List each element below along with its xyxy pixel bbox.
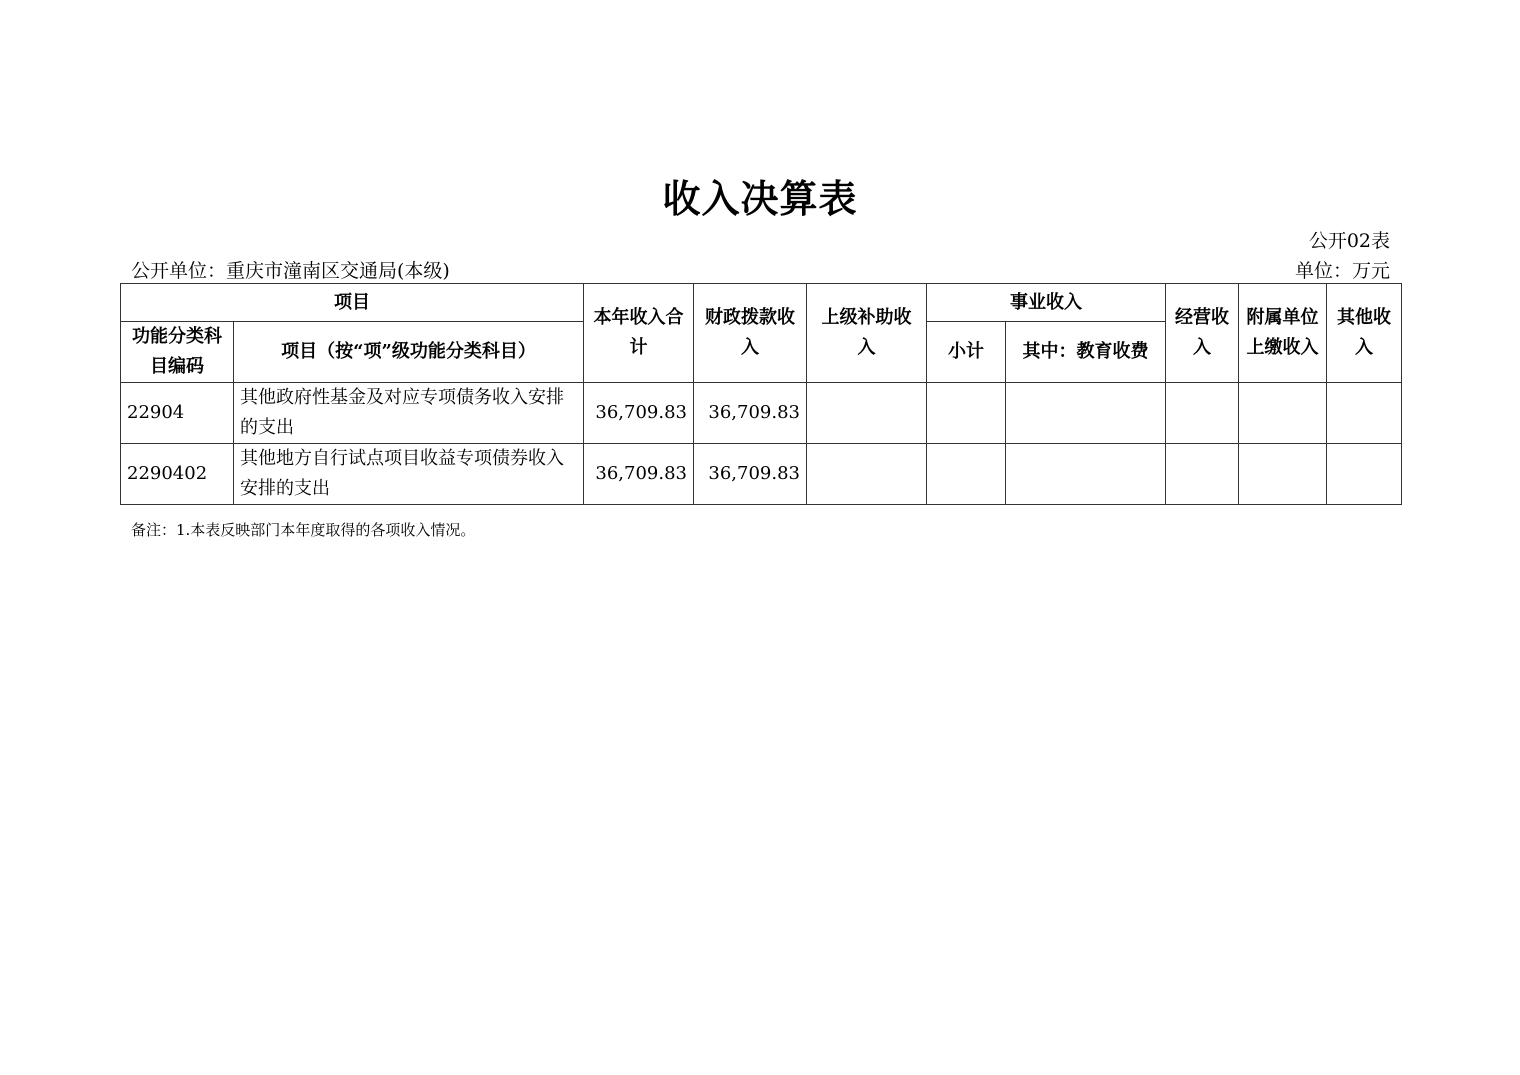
- cell-affiliated: [1239, 383, 1327, 444]
- currency-unit: 单位：万元: [1294, 260, 1390, 282]
- cell-operating: [1166, 383, 1239, 444]
- cell-total: 36,709.83: [584, 383, 694, 444]
- table-row: [121, 444, 1402, 505]
- header-total: 本年收入合计: [584, 284, 694, 383]
- cell-subtotal: [927, 383, 1006, 444]
- cell-operating: [1166, 444, 1239, 505]
- cell-code: 2290402: [121, 444, 234, 505]
- report-title: 收入决算表: [662, 176, 858, 221]
- cell-fiscal: 36,709.83: [694, 383, 807, 444]
- cell-superior: [807, 444, 927, 505]
- cell-total: 36,709.83: [584, 444, 694, 505]
- header-project: 项目: [121, 284, 584, 322]
- cell-education-fee: [1006, 383, 1166, 444]
- publisher-unit: 公开单位：重庆市潼南区交通局(本级): [131, 260, 450, 282]
- cell-code: 22904: [121, 383, 234, 444]
- cell-other: [1327, 444, 1402, 505]
- table-row: [121, 383, 1402, 444]
- cell-name: 其他政府性基金及对应专项债务收入安排的支出: [234, 383, 584, 444]
- header-subtotal: 小计: [927, 322, 1006, 383]
- header-operating: 经营收入: [1166, 284, 1239, 383]
- cell-subtotal: [927, 444, 1006, 505]
- header-row-1: [121, 284, 1402, 322]
- cell-fiscal: 36,709.83: [694, 444, 807, 505]
- header-code: 功能分类科目编码: [121, 322, 234, 383]
- cell-education-fee: [1006, 444, 1166, 505]
- table-number: 公开02表: [1308, 230, 1390, 252]
- cell-name: 其他地方自行试点项目收益专项债券收入安排的支出: [234, 444, 584, 505]
- cell-superior: [807, 383, 927, 444]
- footnote: 备注：1.本表反映部门本年度取得的各项收入情况。: [131, 521, 476, 539]
- header-item-name: 项目（按“项”级功能分类科目）: [234, 322, 584, 383]
- cell-other: [1327, 383, 1402, 444]
- header-other: 其他收入: [1327, 284, 1402, 383]
- header-business: 事业收入: [927, 284, 1166, 322]
- header-education-fee: 其中：教育收费: [1006, 322, 1166, 383]
- header-fiscal: 财政拨款收入: [694, 284, 807, 383]
- header-superior: 上级补助收入: [807, 284, 927, 383]
- header-affiliated: 附属单位上缴收入: [1239, 284, 1327, 383]
- cell-affiliated: [1239, 444, 1327, 505]
- income-table: [120, 283, 1402, 505]
